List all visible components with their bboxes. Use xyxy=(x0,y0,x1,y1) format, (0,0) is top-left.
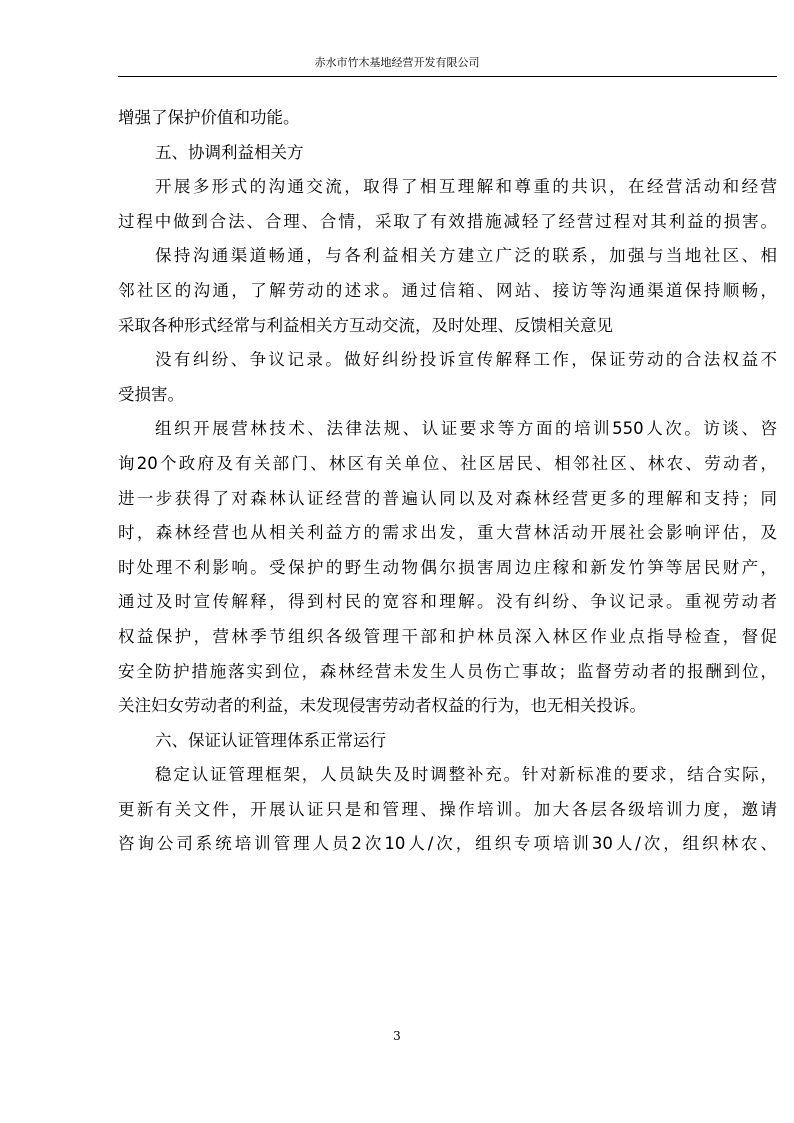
page-number: 3 xyxy=(393,1029,401,1043)
text-line: 权益保护，营林季节组织各级管理干部和护林员深入林区作业点指导检查，督促 xyxy=(118,626,777,646)
text-line: 咨询公司系统培训管理人员2次10人/次，组织专项培训30人/次，组织林农、 xyxy=(118,834,777,854)
text-line: 邻社区的沟通，了解劳动的述求。通过信箱、网站、接访等沟通渠道保持顺畅， xyxy=(118,280,777,300)
text-line: 关注妇女劳动者的利益，未发现侵害劳动者权益的行为，也无相关投诉。 xyxy=(118,696,646,716)
document-body xyxy=(118,101,777,862)
text-line: 通过及时宣传解释，得到村民的宽容和理解。没有纠纷、争议记录。重视劳动者 xyxy=(118,592,777,612)
text-line: 开展多形式的沟通交流，取得了相互理解和尊重的共识，在经营活动和经营 xyxy=(155,177,777,197)
text-line: 更新有关文件，开展认证只是和管理、操作培训。加大各层各级培训力度，邀请 xyxy=(118,799,777,819)
text-line: 受损害。 xyxy=(118,384,184,404)
section-heading: 六、保证认证管理体系正常运行 xyxy=(155,730,386,750)
section-heading: 五、协调利益相关方 xyxy=(155,142,304,162)
text-line: 没有纠纷、争议记录。做好纠纷投诉宣传解释工作，保证劳动的合法权益不 xyxy=(155,350,777,370)
text-line: 采取各种形式经常与利益相关方互动交流，及时处理、反馈相关意见 xyxy=(118,315,613,335)
text-line: 进一步获得了对森林认证经营的普遍认同以及对森林经营更多的理解和支持；同 xyxy=(118,488,777,508)
text-line: 增强了保护价值和功能。 xyxy=(118,108,300,127)
text-line: 保持沟通渠道畅通，与各利益相关方建立广泛的联系，加强与当地社区、相 xyxy=(155,246,777,266)
text-line: 组织开展营林技术、法律法规、认证要求等方面的培训550人次。访谈、咨 xyxy=(155,419,777,439)
text-line: 询20个政府及有关部门、林区有关单位、社区居民、相邻社区、林农、劳动者， xyxy=(118,453,777,473)
text-line: 稳定认证管理框架，人员缺失及时调整补充。针对新标准的要求，结合实际， xyxy=(155,765,777,785)
text-line: 安全防护措施落实到位，森林经营未发生人员伤亡事故；监督劳动者的报酬到位， xyxy=(118,661,777,681)
text-line: 过程中做到合法、合理、合情，采取了有效措施减轻了经营过程对其利益的损害。 xyxy=(118,211,777,231)
header-company-name: 赤水市竹木基地经营开发有限公司 xyxy=(314,56,480,69)
header-divider xyxy=(118,76,777,77)
text-line: 时，森林经营也从相关利益方的需求出发，重大营林活动开展社会影响评估，及 xyxy=(118,523,777,543)
text-line: 时处理不利影响。受保护的野生动物偶尔损害周边庄稼和新发竹笋等居民财产， xyxy=(118,557,777,577)
